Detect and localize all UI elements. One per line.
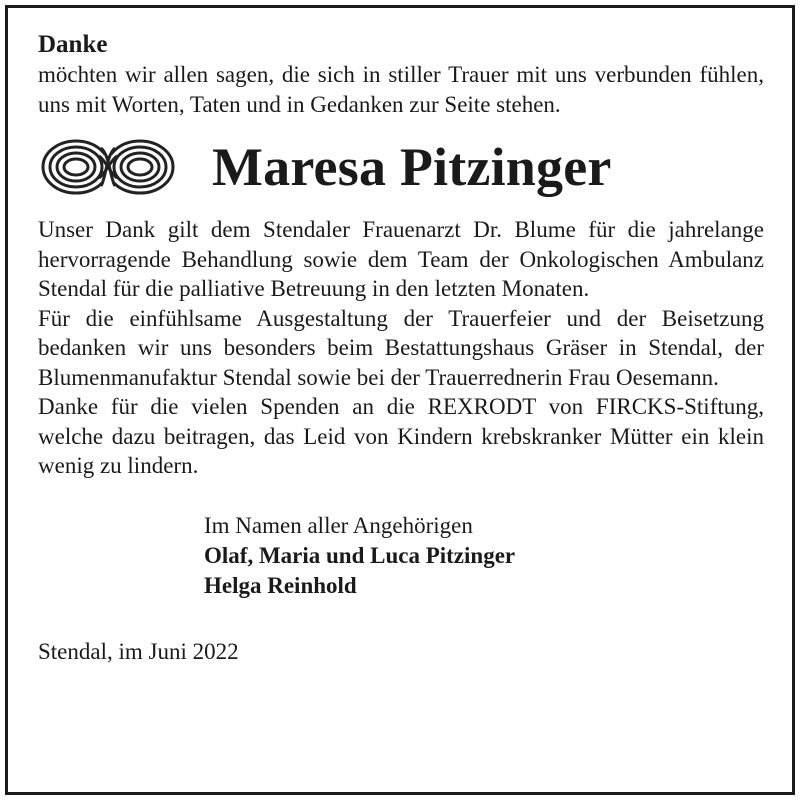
thanks-paragraph-1: Unser Dank gilt dem Stendaler Frauenarzt Dr. Blume für die jahrelange hervorragende Behandlung sowie dem Team der Onkologischen Ambulanz Stendal für die palliative Betreuung in den letzten Monaten. [38, 217, 764, 301]
signature-block [204, 511, 764, 601]
thanks-paragraph-3: Danke für die vielen Spenden an die REXRODT von FIRCKS-Stiftung, welche dazu beitragen, das Leid von Kindern krebskranker Mütter ein klein wenig zu lindern. [38, 394, 764, 478]
obituary-notice [38, 30, 764, 667]
notice-heading: Danke [38, 31, 108, 58]
signature-intro: Im Namen aller Angehörigen [204, 512, 473, 538]
name-row [38, 123, 764, 211]
intro-text: möchten wir allen sagen, die sich in stiller Trauer mit uns verbunden fühlen, uns mit Worten, Taten und in Gedanken zur Seite stehen. [38, 62, 764, 117]
place-date: Stendal, im Juni 2022 [38, 638, 239, 664]
infinity-knot-icon [38, 136, 178, 198]
signature-name-1: Olaf, Maria und Luca Pitzinger [204, 542, 516, 568]
deceased-name: Maresa Pitzinger [212, 137, 612, 197]
signature-name-2: Helga Reinhold [204, 572, 357, 598]
thanks-paragraph-2: Für die einfühlsame Ausgestaltung der Trauerfeier und der Beisetzung bedanken wir uns besonders beim Bestattungshaus Gräser in Stendal, der Blumenmanufaktur Stendal sowie bei der Trauerrednerin Frau Oesemann. [38, 305, 764, 390]
